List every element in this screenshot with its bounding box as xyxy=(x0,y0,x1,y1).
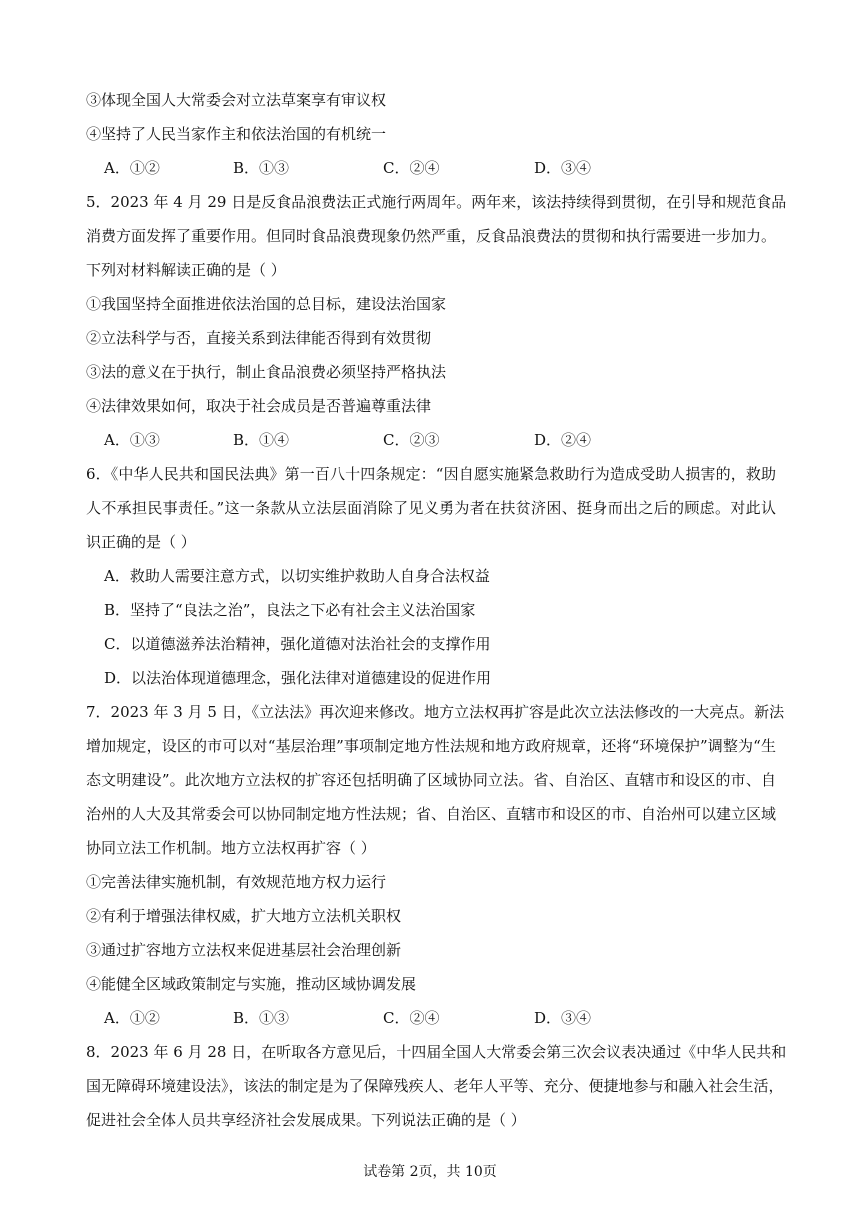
q5-choice-a: A．①③ xyxy=(104,431,160,449)
q7-item-1: ①完善法律实施机制，有效规范地方权力运行 xyxy=(86,873,387,891)
q5-item-1: ①我国坚持全面推进依法治国的总目标，建设法治国家 xyxy=(86,295,447,313)
q5-choice-d: D．②④ xyxy=(534,431,592,449)
q5-item-2: ②立法科学与否，直接关系到法律能否得到有效贯彻 xyxy=(86,329,432,347)
q6-option-a: A．救助人需要注意方式，以切实维护救助人自身合法权益 xyxy=(104,567,490,585)
q5-choice-c: C．②③ xyxy=(383,431,440,449)
q5-item-3: ③法的意义在于执行，制止食品浪费必须坚持严格执法 xyxy=(86,363,447,381)
q4-choice-b: B．①③ xyxy=(233,159,290,177)
q5-stem-line-3: 下列对材料解读正确的是（ ） xyxy=(86,261,286,279)
q7-choice-c: C．②④ xyxy=(383,1009,440,1027)
q6-stem-line-3: 识正确的是（ ） xyxy=(86,533,196,551)
page-footer: 试卷第 2页，共 10页 xyxy=(363,1164,497,1180)
q6-stem-line-1: 6．《中华人民共和国民法典》第一百八十四条规定：“因自愿实施紧急救助行为造成受助人损害的，救助 xyxy=(86,465,776,483)
q7-choice-a: A．①② xyxy=(104,1009,160,1027)
q7-stem-line-5: 协同立法工作机制。地方立法权再扩容（ ） xyxy=(86,839,376,857)
q7-stem-line-2: 增加规定，设区的市可以对“基层治理”事项制定地方性法规和地方政府规章，还将“环境保护”调整为“生 xyxy=(86,737,776,755)
q5-item-4: ④法律效果如何，取决于社会成员是否普遍尊重法律 xyxy=(86,397,432,415)
q4-item-3: ③体现全国人大常委会对立法草案享有审议权 xyxy=(86,91,387,109)
q6-option-d: D．以法治体现道德理念，强化法律对道德建设的促进作用 xyxy=(104,669,492,687)
q4-choice-d: D．③④ xyxy=(534,159,592,177)
q7-choice-b: B．①③ xyxy=(233,1009,290,1027)
q4-choice-c: C．②④ xyxy=(383,159,440,177)
q6-stem-line-2: 人不承担民事责任。”这一条款从立法层面消除了见义勇为者在扶贫济困、挺身而出之后的顾虑。对此认 xyxy=(86,499,776,517)
q5-choice-b: B．①④ xyxy=(233,431,290,449)
q7-choice-d: D．③④ xyxy=(534,1009,592,1027)
q4-choice-a: A．①② xyxy=(104,159,160,177)
q7-stem-line-3: 态文明建设”。此次地方立法权的扩容还包括明确了区域协同立法。省、自治区、直辖市和设区的市、自 xyxy=(86,771,776,789)
q7-stem-line-4: 治州的人大及其常委会可以协同制定地方性法规；省、自治区、直辖市和设区的市、自治州可以建立区域 xyxy=(86,805,777,823)
q6-option-c: C．以道德滋养法治精神，强化道德对法治社会的支撑作用 xyxy=(104,635,491,653)
q7-item-4: ④能健全区域政策制定与实施，推动区域协调发展 xyxy=(86,975,417,993)
q6-option-b: B．坚持了“良法之治”，良法之下必有社会主义法治国家 xyxy=(104,601,476,619)
q4-item-4: ④坚持了人民当家作主和依法治国的有机统一 xyxy=(86,125,387,143)
q8-stem-line-2: 国无障碍环境建设法》，该法的制定是为了保障残疾人、老年人平等、充分、便捷地参与和融入社会生活， xyxy=(86,1077,784,1095)
q7-item-2: ②有利于增强法律权威，扩大地方立法机关职权 xyxy=(86,907,402,925)
q5-stem-line-2: 消费方面发挥了重要作用。但同时食品浪费现象仍然严重，反食品浪费法的贯彻和执行需要进一步加力。 xyxy=(86,227,777,245)
q7-item-3: ③通过扩容地方立法权来促进基层社会治理创新 xyxy=(86,941,402,959)
q8-stem-line-3: 促进社会全体人员共享经济社会发展成果。下列说法正确的是（ ） xyxy=(86,1111,526,1129)
q5-stem-line-1: 5．2023 年 4 月 29 日是反食品浪费法正式施行两周年。两年来，该法持续得到贯彻，在引导和规范食品 xyxy=(86,193,787,211)
q8-stem-line-1: 8．2023 年 6 月 28 日，在听取各方意见后，十四届全国人大常委会第三次会议表决通过《中华人民共和 xyxy=(86,1043,787,1061)
q7-stem-line-1: 7．2023 年 3 月 5 日，《立法法》再次迎来修改。地方立法权再扩容是此次立法法修改的一大亮点。新法 xyxy=(86,703,785,721)
